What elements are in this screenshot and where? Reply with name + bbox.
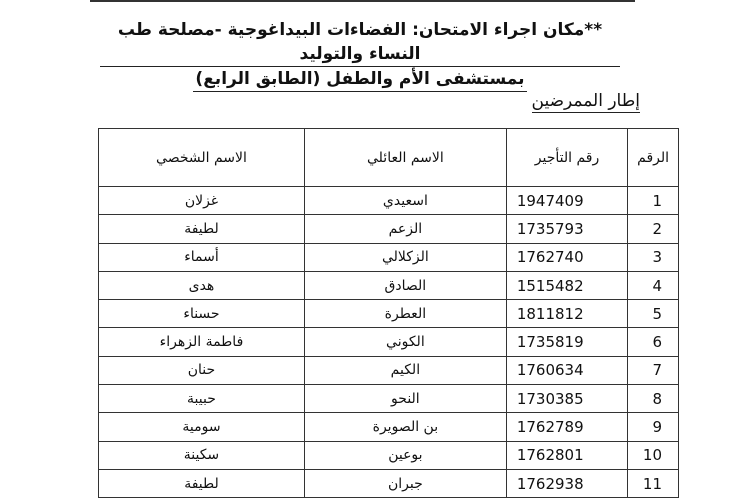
row-registration: 1762789: [506, 413, 627, 441]
row-family-name: النحو: [304, 385, 506, 413]
row-first-name: حنان: [99, 356, 305, 384]
row-number: 10: [628, 441, 679, 469]
row-first-name: فاطمة الزهراء: [99, 328, 305, 356]
row-number: 11: [628, 469, 679, 497]
header-number: الرقم: [628, 129, 679, 187]
exam-location-heading: [100, 18, 620, 92]
row-number: 6: [628, 328, 679, 356]
row-family-name: الزعم: [304, 215, 506, 243]
row-first-name: حسناء: [99, 300, 305, 328]
row-family-name: اسعيدي: [304, 187, 506, 215]
row-family-name: الكوني: [304, 328, 506, 356]
row-registration: 1762801: [506, 441, 627, 469]
table-row: [99, 243, 679, 271]
row-first-name: سكينة: [99, 441, 305, 469]
heading-line-1: **مكان اجراء الامتحان: الفضاءات البيداغوجية -مصلحة طب النساء والتوليد: [100, 18, 620, 67]
row-registration: 1735819: [506, 328, 627, 356]
row-registration: 1515482: [506, 271, 627, 299]
table-row: [99, 469, 679, 497]
table-row: [99, 215, 679, 243]
row-family-name: بوعين: [304, 441, 506, 469]
row-family-name: العطرة: [304, 300, 506, 328]
table-row: [99, 300, 679, 328]
row-first-name: لطيفة: [99, 469, 305, 497]
row-number: 9: [628, 413, 679, 441]
table-row: [99, 441, 679, 469]
table-header-row: [99, 129, 679, 187]
row-first-name: أسماء: [99, 243, 305, 271]
row-number: 8: [628, 385, 679, 413]
table-body: [99, 187, 679, 498]
row-number: 5: [628, 300, 679, 328]
row-registration: 1735793: [506, 215, 627, 243]
table-row: [99, 328, 679, 356]
header-registration: رقم التأجير: [506, 129, 627, 187]
top-divider-line: [90, 0, 635, 6]
row-number: 1: [628, 187, 679, 215]
row-first-name: غزلان: [99, 187, 305, 215]
row-family-name: الكيم: [304, 356, 506, 384]
row-family-name: الصادق: [304, 271, 506, 299]
row-first-name: لطيفة: [99, 215, 305, 243]
row-family-name: بن الصويرة: [304, 413, 506, 441]
row-registration: 1947409: [506, 187, 627, 215]
row-number: 7: [628, 356, 679, 384]
row-first-name: هدى: [99, 271, 305, 299]
row-first-name: سومية: [99, 413, 305, 441]
table-row: [99, 413, 679, 441]
section-title: إطار الممرضين: [531, 91, 640, 111]
row-registration: 1730385: [506, 385, 627, 413]
header-family-name: الاسم العائلي: [304, 129, 506, 187]
table-row: [99, 271, 679, 299]
table-row: [99, 385, 679, 413]
row-number: 3: [628, 243, 679, 271]
row-first-name: حبيبة: [99, 385, 305, 413]
nurses-table: [98, 128, 679, 498]
row-registration: 1811812: [506, 300, 627, 328]
heading-line-2: بمستشفى الأم والطفل (الطابق الرابع): [193, 67, 526, 92]
header-first-name: الاسم الشخصي: [99, 129, 305, 187]
table-row: [99, 187, 679, 215]
row-family-name: جبران: [304, 469, 506, 497]
row-number: 2: [628, 215, 679, 243]
row-family-name: الزكلالي: [304, 243, 506, 271]
row-registration: 1762938: [506, 469, 627, 497]
row-registration: 1762740: [506, 243, 627, 271]
row-number: 4: [628, 271, 679, 299]
row-registration: 1760634: [506, 356, 627, 384]
table-row: [99, 356, 679, 384]
